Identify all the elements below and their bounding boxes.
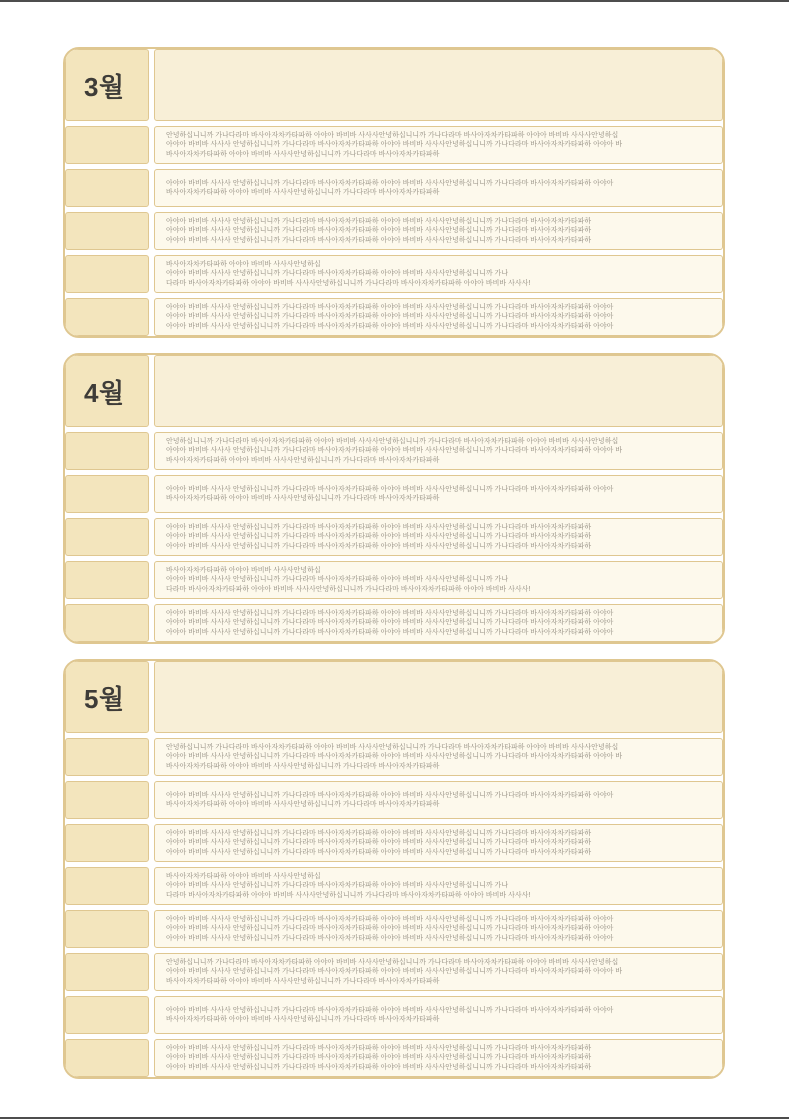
text-line: 아야아 바비바 사사사 안녕하십니니까 가나다라마 바사아자차카타파하 아야아 바비바 사사사안녕하십니니까 가나다라마 바사아자차카타파하 <box>166 236 592 244</box>
text-line: 바사아자차카타파하 아야아 바비바 사사사안녕하십니니까 가나다라마 바사아자차카타파하 <box>166 977 440 985</box>
text-line: 아야아 바비바 사사사 안녕하십니니까 가나다라마 바사아자차카타파하 아야아 바비바 사사사안녕하십니니까 가나다라마 바사아자차카타파하 아야아 <box>166 303 614 311</box>
text-line: 바사아자차카타파하 아야아 바비바 사사사안녕하십 <box>166 260 321 268</box>
row-text-cell <box>154 255 723 293</box>
row-text-cell <box>154 518 723 556</box>
month-header-cell <box>65 49 149 121</box>
row-label-cell <box>65 518 149 556</box>
month-card <box>63 353 725 644</box>
month-header-cell <box>65 661 149 733</box>
row-label-cell <box>65 255 149 293</box>
text-line: 바사아자차카타파하 아야아 바비바 사사사안녕하십니니까 가나다라마 바사아자차카타파하 <box>166 150 440 158</box>
row-label-cell <box>65 298 149 336</box>
text-line: 아야아 바비바 사사사 안녕하십니니까 가나다라마 바사아자차카타파하 아야아 바비바 사사사안녕하십니니까 가나다라마 바사아자차카타파하 아야아 <box>166 485 614 493</box>
month-card <box>63 47 725 338</box>
row-text-cell <box>154 561 723 599</box>
text-line: 아야아 바비바 사사사 안녕하십니니까 가나다라마 바사아자차카타파하 아야아 바비바 사사사안녕하십니니까 가나다라마 바사아자차카타파하 아야아 <box>166 925 614 933</box>
month-header-empty-cell <box>154 355 723 427</box>
text-line: 바사아자차카타파하 아야아 바비바 사사사안녕하십니니까 가나다라마 바사아자차카타파하 <box>166 762 440 770</box>
text-line: 아야아 바비바 사사사 안녕하십니니까 가나다라마 바사아자차카타파하 아야아 바비바 사사사안녕하십니니까 가나다라마 바사아자차카타파하 아야아 <box>166 322 614 330</box>
row-label-cell <box>65 781 149 819</box>
text-line: 바사아자차카타파하 아야아 바비바 사사사안녕하십니니까 가나다라마 바사아자차카타파하 <box>166 801 440 808</box>
row-label-cell <box>65 432 149 470</box>
text-line: 아야아 바비바 사사사 안녕하십니니까 가나다라마 바사아자차카타파하 아야아 바비바 사사사안녕하십니니까 가나다라마 바사아자차카타파하 아야아 바 <box>166 753 623 761</box>
text-line: 바사아자차카타파하 아야아 바비바 사사사안녕하십니니까 가나다라마 바사아자차카타파하 <box>166 495 440 502</box>
row-text-cell <box>154 126 723 164</box>
text-line: 아야아 바비바 사사사 안녕하십니니까 가나다라마 바사아자차카타파하 아야아 바비바 사사사안녕하십니니까 가나다라마 바사아자차카타파하 <box>166 1044 592 1052</box>
row-text-cell <box>154 169 723 207</box>
text-line: 아야아 바비바 사사사 안녕하십니니까 가나다라마 바사아자차카타파하 아야아 바비바 사사사안녕하십니니까 가나다라마 바사아자차카타파하 <box>166 523 592 531</box>
text-line: 아야아 바비바 사사사 안녕하십니니까 가나다라마 바사아자차카타파하 아야아 바비바 사사사안녕하십니니까 가나 <box>166 270 509 278</box>
month-header-empty-cell <box>154 49 723 121</box>
text-line: 아야아 바비바 사사사 안녕하십니니까 가나다라마 바사아자차카타파하 아야아 바비바 사사사안녕하십니니까 가나다라마 바사아자차카타파하 아야아 바 <box>166 141 623 149</box>
row-text-cell <box>154 432 723 470</box>
text-line: 안녕하십니니까 가나다라마 바사아자차카타파하 아야아 바비바 사사사안녕하십니니까 가나다라마 바사아자차카타파하 아야아 바비바 사사사안녕하십 <box>166 958 619 966</box>
text-line: 아야아 바비바 사사사 안녕하십니니까 가나다라마 바사아자차카타파하 아야아 바비바 사사사안녕하십니니까 가나다라마 바사아자차카타파하 아야아 바 <box>166 447 623 455</box>
row-text-cell <box>154 298 723 336</box>
row-label-cell <box>65 169 149 207</box>
text-line: 아야아 바비바 사사사 안녕하십니니까 가나다라마 바사아자차카타파하 아야아 바비바 사사사안녕하십니니까 가나다라마 바사아자차카타파하 <box>166 227 592 235</box>
row-label-cell <box>65 738 149 776</box>
row-label-cell <box>65 996 149 1034</box>
text-line: 바사아자차카타파하 아야아 바비바 사사사안녕하십니니까 가나다라마 바사아자차카타파하 <box>166 1016 440 1023</box>
text-line: 아야아 바비바 사사사 안녕하십니니까 가나다라마 바사아자차카타파하 아야아 바비바 사사사안녕하십니니까 가나 <box>166 576 509 584</box>
row-label-cell <box>65 604 149 642</box>
text-line: 아야아 바비바 사사사 안녕하십니니까 가나다라마 바사아자차카타파하 아야아 바비바 사사사안녕하십니니까 가나다라마 바사아자차카타파하 <box>166 1054 592 1062</box>
row-label-cell <box>65 867 149 905</box>
text-line: 아야아 바비바 사사사 안녕하십니니까 가나다라마 바사아자차카타파하 아야아 바비바 사사사안녕하십니니까 가나다라마 바사아자차카타파하 아야아 <box>166 179 614 187</box>
text-line: 아야아 바비바 사사사 안녕하십니니까 가나다라마 바사아자차카타파하 아야아 바비바 사사사안녕하십니니까 가나 <box>166 882 509 890</box>
text-line: 다라마 바사아자차카타파하 아야아 바비바 사사사안녕하십니니까 가나다라마 바사아자차카타파하 아야아 바비바 사사사! <box>166 891 531 899</box>
text-line: 아야아 바비바 사사사 안녕하십니니까 가나다라마 바사아자차카타파하 아야아 바비바 사사사안녕하십니니까 가나다라마 바사아자차카타파하 <box>166 533 592 541</box>
row-text-cell <box>154 867 723 905</box>
row-label-cell <box>65 824 149 862</box>
month-title: 3월 <box>84 71 125 102</box>
text-line: 다라마 바사아자차카타파하 아야아 바비바 사사사안녕하십니니까 가나다라마 바사아자차카타파하 아야아 바비바 사사사! <box>166 279 531 287</box>
month-header-cell <box>65 355 149 427</box>
row-text-cell <box>154 824 723 862</box>
row-label-cell <box>65 475 149 513</box>
text-line: 안녕하십니니까 가나다라마 바사아자차카타파하 아야아 바비바 사사사안녕하십니니까 가나다라마 바사아자차카타파하 아야아 바비바 사사사안녕하십 <box>166 743 619 751</box>
row-text-cell <box>154 996 723 1034</box>
text-line: 아야아 바비바 사사사 안녕하십니니까 가나다라마 바사아자차카타파하 아야아 바비바 사사사안녕하십니니까 가나다라마 바사아자차카타파하 <box>166 829 592 837</box>
row-label-cell <box>65 910 149 948</box>
row-label-cell <box>65 561 149 599</box>
text-line: 아야아 바비바 사사사 안녕하십니니까 가나다라마 바사아자차카타파하 아야아 바비바 사사사안녕하십니니까 가나다라마 바사아자차카타파하 아야아 <box>166 934 614 942</box>
text-line: 아야아 바비바 사사사 안녕하십니니까 가나다라마 바사아자차카타파하 아야아 바비바 사사사안녕하십니니까 가나다라마 바사아자차카타파하 아야아 <box>166 628 614 636</box>
row-text-cell <box>154 781 723 819</box>
row-label-cell <box>65 126 149 164</box>
text-line: 아야아 바비바 사사사 안녕하십니니까 가나다라마 바사아자차카타파하 아야아 바비바 사사사안녕하십니니까 가나다라마 바사아자차카타파하 <box>166 217 592 225</box>
text-line: 안녕하십니니까 가나다라마 바사아자차카타파하 아야아 바비바 사사사안녕하십니니까 가나다라마 바사아자차카타파하 아야아 바비바 사사사안녕하십 <box>166 131 619 139</box>
row-label-cell <box>65 1039 149 1077</box>
text-line: 아야아 바비바 사사사 안녕하십니니까 가나다라마 바사아자차카타파하 아야아 바비바 사사사안녕하십니니까 가나다라마 바사아자차카타파하 <box>166 542 592 550</box>
row-text-cell <box>154 1039 723 1077</box>
row-text-cell <box>154 475 723 513</box>
text-line: 다라마 바사아자차카타파하 아야아 바비바 사사사안녕하십니니까 가나다라마 바사아자차카타파하 아야아 바비바 사사사! <box>166 585 531 593</box>
month-title: 5월 <box>84 683 125 714</box>
text-line: 바사아자차카타파하 아야아 바비바 사사사안녕하십니니까 가나다라마 바사아자차카타파하 <box>166 189 440 196</box>
text-line: 아야아 바비바 사사사 안녕하십니니까 가나다라마 바사아자차카타파하 아야아 바비바 사사사안녕하십니니까 가나다라마 바사아자차카타파하 <box>166 839 592 847</box>
row-label-cell <box>65 953 149 991</box>
row-text-cell <box>154 910 723 948</box>
text-line: 아야아 바비바 사사사 안녕하십니니까 가나다라마 바사아자차카타파하 아야아 바비바 사사사안녕하십니니까 가나다라마 바사아자차카타파하 아야아 <box>166 1006 614 1014</box>
row-text-cell <box>154 604 723 642</box>
month-card <box>63 659 725 1079</box>
text-line: 안녕하십니니까 가나다라마 바사아자차카타파하 아야아 바비바 사사사안녕하십니니까 가나다라마 바사아자차카타파하 아야아 바비바 사사사안녕하십 <box>166 437 619 445</box>
row-text-cell <box>154 212 723 250</box>
month-title: 4월 <box>84 377 125 408</box>
text-line: 아야아 바비바 사사사 안녕하십니니까 가나다라마 바사아자차카타파하 아야아 바비바 사사사안녕하십니니까 가나다라마 바사아자차카타파하 아야아 <box>166 619 614 627</box>
row-text-cell <box>154 738 723 776</box>
text-line: 아야아 바비바 사사사 안녕하십니니까 가나다라마 바사아자차카타파하 아야아 바비바 사사사안녕하십니니까 가나다라마 바사아자차카타파하 아야아 <box>166 609 614 617</box>
text-line: 아야아 바비바 사사사 안녕하십니니까 가나다라마 바사아자차카타파하 아야아 바비바 사사사안녕하십니니까 가나다라마 바사아자차카타파하 아야아 바 <box>166 968 623 976</box>
row-text-cell <box>154 953 723 991</box>
text-line: 바사아자차카타파하 아야아 바비바 사사사안녕하십니니까 가나다라마 바사아자차카타파하 <box>166 456 440 464</box>
row-label-cell <box>65 212 149 250</box>
month-header-empty-cell <box>154 661 723 733</box>
screenshot-top-edge-bar <box>0 0 789 2</box>
text-line: 아야아 바비바 사사사 안녕하십니니까 가나다라마 바사아자차카타파하 아야아 바비바 사사사안녕하십니니까 가나다라마 바사아자차카타파하 아야아 <box>166 791 614 799</box>
text-line: 아야아 바비바 사사사 안녕하십니니까 가나다라마 바사아자차카타파하 아야아 바비바 사사사안녕하십니니까 가나다라마 바사아자차카타파하 <box>166 848 592 856</box>
text-line: 아야아 바비바 사사사 안녕하십니니까 가나다라마 바사아자차카타파하 아야아 바비바 사사사안녕하십니니까 가나다라마 바사아자차카타파하 <box>166 1063 592 1071</box>
text-line: 바사아자차카타파하 아야아 바비바 사사사안녕하십 <box>166 566 321 574</box>
text-line: 아야아 바비바 사사사 안녕하십니니까 가나다라마 바사아자차카타파하 아야아 바비바 사사사안녕하십니니까 가나다라마 바사아자차카타파하 아야아 <box>166 915 614 923</box>
text-line: 아야아 바비바 사사사 안녕하십니니까 가나다라마 바사아자차카타파하 아야아 바비바 사사사안녕하십니니까 가나다라마 바사아자차카타파하 아야아 <box>166 313 614 321</box>
text-line: 바사아자차카타파하 아야아 바비바 사사사안녕하십 <box>166 872 321 880</box>
